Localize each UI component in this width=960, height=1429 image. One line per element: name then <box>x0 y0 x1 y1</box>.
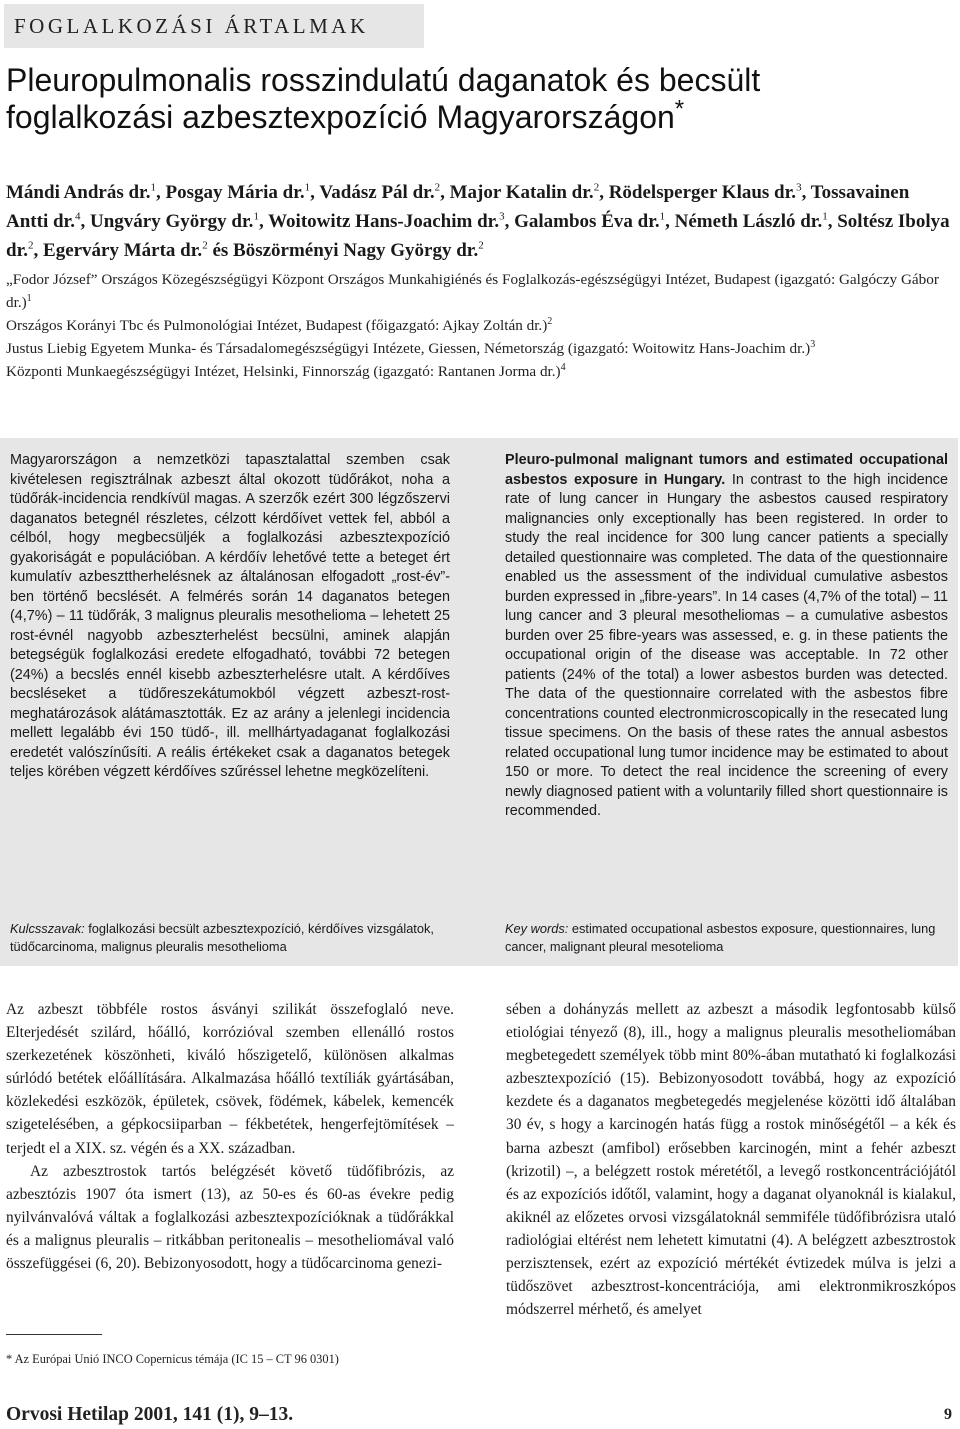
author-affiliation-ref: 3 <box>499 210 505 223</box>
affiliation-item <box>6 360 954 383</box>
abstract-english-title: Pleuro-pulmonal malignant tumors and estimated occupational asbestos exposure in Hungary. <box>505 452 948 488</box>
journal-citation: Orvosi Hetilap 2001, 141 (1), 9–13. <box>6 1404 294 1425</box>
keywords-hungarian-text: foglalkozási becsült azbesztexpozíció, kérdőíves vizsgálatok, tüdőcarcinoma, malignus pleuralis mesothelioma <box>10 921 434 954</box>
author-separator: , <box>80 211 90 232</box>
author-affiliation-ref: 1 <box>659 210 666 223</box>
title-line-2: foglalkozási azbesztexpozíció Magyarországon <box>6 99 675 135</box>
author-affiliation-ref: 1 <box>150 181 156 194</box>
author-separator: és <box>207 240 234 261</box>
body-paragraph: Az azbesztrostok tartós belégzését követő tüdőfibrózis, az azbesztózis 1907 óta ismert (13), az 50-es és 60-as évekre pedig nyilvánvalóvá váltak a foglalkozási azbesztexpozícióknak a tüdőrákkal és a malignus pleuralis – ritkábban peritonealis – mesotheliomával való összefüggései (6, 20). Bebizonyosodott, hogy a tüdőcarcinoma genezi- <box>6 1162 454 1273</box>
author-separator: , <box>310 182 320 203</box>
title-line-1: Pleuropulmonalis rosszindulatú daganatok és becsült <box>6 62 761 98</box>
body-column-right <box>506 998 956 1321</box>
affiliation-item <box>6 337 954 360</box>
author-name: Tossavainen Antti dr. <box>6 182 910 232</box>
author-name: Ungváry György dr. <box>89 211 254 232</box>
title-footnote-mark: * <box>674 95 685 123</box>
author-separator: , <box>33 240 44 261</box>
author-affiliation-ref: 2 <box>434 181 441 194</box>
footnote-divider <box>6 1334 102 1335</box>
author-name: Mándi András dr. <box>6 182 151 203</box>
body-paragraph: Az azbeszt többféle rostos ásványi szilikát összefoglaló neve. Elterjedését szilárd, hőálló, korrózióval szemben ellenálló rostos szerkezetének köszönheti, kiváló hőszigetelő, különösen alkalmas súrlódó betétek előállítására. Alkalmazása hőálló textíliák gyártásában, közlekedési eszközök, épületek, csövek, födémek, kábelek, kemencék szigetelésében, a gépkocsiiparban – fékbetétek, hengerfejtömítések – terjedt el a XIX. sz. végén és a XX. században. <box>6 1001 454 1157</box>
author-name: Németh László dr. <box>674 211 823 232</box>
affiliation-list <box>6 268 954 383</box>
author-separator: , <box>156 182 166 203</box>
affiliation-number: 1 <box>26 292 32 304</box>
author-separator: , <box>504 211 515 232</box>
affiliation-item <box>6 314 954 337</box>
author-name: Posgay Mária dr. <box>165 182 305 203</box>
author-separator: , <box>801 182 811 203</box>
author-name: Woitowitz Hans-Joachim dr. <box>268 211 500 232</box>
keywords-english <box>505 920 950 956</box>
affiliation-text: „Fodor József” Országos Közegészségügyi Központ Országos Munkahigiénés és Foglalkozás-egészségügyi Intézet, Budapest (igazgató: Galgóczy Gábor dr.) <box>6 271 939 311</box>
author-name: Vadász Pál dr. <box>319 182 435 203</box>
affiliation-text: Országos Korányi Tbc és Pulmonológiai Intézet, Budapest (főigazgató: Ajkay Zoltán dr.) <box>6 317 548 334</box>
keywords-hungarian-label: Kulcsszavak: <box>10 921 85 936</box>
author-affiliation-ref: 4 <box>74 210 81 223</box>
author-list <box>6 178 954 265</box>
author-affiliation-ref: 1 <box>822 210 828 223</box>
body-column-left <box>6 998 454 1275</box>
article-title <box>6 62 936 136</box>
abstract-english-body: In contrast to the high incidence rate of lung cancer in Hungary the asbestos caused respiratory malignancies only exceptionally has been registered. In order to study the real incidence for 300 lung cancer patients a specially detailed questionnaire was completed. The data of the questionnaire enabled us the assessment of the individual cumulative asbestos burden expressed in „fibre-years”. In 14 cases (4,7% of the total) – 11 lung cancer and 3 pleural mesotheliomas – a cumulative asbestos burden over 25 fibre-years was assessed, e. g. in these patients the occupational origin of the disease was acceptable. In 72 other patients (24% of the total) a lower asbestos burden was detected. The data of the questionnaire correlated with the asbestos fibre concentrations counted electronmicroscopically in the resecated lung tissue specimens. On the basis of these rates the annual asbestos related occupational lung tumor incidence may be estimated to about 150 or more. To detect the real incidence the screening of every newly diagnosed patient with a voluntarily filled short questionnaire is recommended. <box>505 471 948 819</box>
abstract-english <box>505 451 948 822</box>
affiliation-item <box>6 268 954 314</box>
author-separator: , <box>440 182 450 203</box>
footnote: * Az Európai Unió INCO Copernicus témája (IC 15 – CT 96 0301) <box>6 1352 339 1366</box>
section-label: FOGLALKOZÁSI ÁRTALMAK <box>14 14 369 38</box>
author-affiliation-ref: 1 <box>304 181 311 194</box>
author-affiliation-ref: 1 <box>253 210 259 223</box>
body-paragraph: sében a dohányzás mellett az azbeszt a második legfontosabb külső etiológiai tényező (8), ill., hogy a malignus pleuralis mesotheliomában megbetegedett személyek több mint 80%-ában mutatható ki foglalkozási azbesztexpozíció (15). Bebizonyosodott továbbá, hogy az expozíció kezdete és a daganatos megbetegedés megjelenése közötti idő általában 30 év, s hogy a karcinogén hatás függ a rostok minőségétől – a kék és barna azbeszt (amfibol) erősebben karcinogén, mint a fehér azbeszt (krizotil) –, a belégzett rostok méretétől, a levegő rostkoncentrációjától és az expozíciós időtől, valamint, hogy a daganat olyanoknál is kialakul, akiknél az előzetes orvosi vizsgálatoknál semmiféle tüdőfibrózisra utaló radiológiai eltérést nem lehetett kimutatni (4). A belégzett azbesztrostok perzisztensek, ezért az expozíció mértékét évtizedek múlva is jelzi a tüdőszövet azbesztrost-koncentrációja, ami elektronmikroszkópos módszerrel mérhető, és amelyet <box>506 1001 956 1319</box>
affiliation-number: 3 <box>810 338 816 350</box>
author-separator: , <box>665 211 675 232</box>
author-affiliation-ref: 2 <box>593 181 600 194</box>
keywords-hungarian <box>10 920 460 956</box>
page-number: 9 <box>944 1406 952 1423</box>
author-separator: , <box>827 211 838 232</box>
author-affiliation-ref: 2 <box>202 239 208 252</box>
abstract-hungarian: Magyarországon a nemzetközi tapasztalattal szemben csak kivételesen regisztrálnak azbeszt által okozott tüdőrákot, noha a tüdőrák-incidencia rendkívül magas. A szerzők ezért 300 légzőszervi daganatos betegnél részletes, célzott kérdőívet vettek fel, abból a célból, hogy megbecsüljék a foglalkozási azbesztexpozíció gyakoriságát e populációban. A kérdőív lehetővé tette a beteget ért kumulatív azbeszttherhelésnek az általánosan elfogadott „rost-év”-ben történő becslését. A felmérés során 14 daganatos betegen (4,7%) – 11 tüdőrák, 3 malignus pleuralis mesothelioma – lehetett 25 rost-évnél nagyobb azbeszterhelést becsülni, aminek alapján betegségük foglalkozási eredete elfogadható, további 72 betegen (24%) a becslés ennél kisebb azbeszterhelésre utalt. A kérdőíves becsléseket a tüdőreszekátumokból végzett azbeszt-rost-meghatározások alátámasztották. Ez az arány a jelenlegi incidencia mellett legalább évi 150 tüdő-, ill. mellhártyadaganat foglalkozási eredetét valószínűsíti. A reális értékeket csak a daganatos betegek teljes körében végzett kérdőíves szűréssel lehetne megközelíteni. <box>10 452 450 780</box>
affiliation-text: Központi Munkaegészségügyi Intézet, Helsinki, Finnország (igazgató: Rantanen Jorma dr.) <box>6 363 561 380</box>
affiliation-text: Justus Liebig Egyetem Munka- és Társadalomegészségügyi Intézete, Giessen, Németország (igazgató: Woitowitz Hans-Joachim dr.) <box>6 340 811 357</box>
author-affiliation-ref: 2 <box>28 239 34 252</box>
keywords-english-text: estimated occupational asbestos exposure, questionnaires, lung cancer, malignant pleural mesotelioma <box>505 921 936 954</box>
author-separator: , <box>599 182 609 203</box>
author-affiliation-ref: 2 <box>478 239 484 252</box>
author-name: Egerváry Márta dr. <box>43 240 203 261</box>
affiliation-number: 4 <box>560 361 566 373</box>
affiliation-number: 2 <box>547 315 553 327</box>
author-separator: , <box>258 211 269 232</box>
author-name: Soltész Ibolya dr. <box>6 211 950 261</box>
author-affiliation-ref: 3 <box>796 181 802 194</box>
author-name: Böszörményi Nagy György dr. <box>233 240 479 261</box>
section-header-band <box>4 4 424 48</box>
author-name: Galambos Éva dr. <box>514 211 660 232</box>
author-name: Rödelsperger Klaus dr. <box>608 182 797 203</box>
keywords-english-label: Key words: <box>505 921 569 936</box>
author-name: Major Katalin dr. <box>449 182 594 203</box>
